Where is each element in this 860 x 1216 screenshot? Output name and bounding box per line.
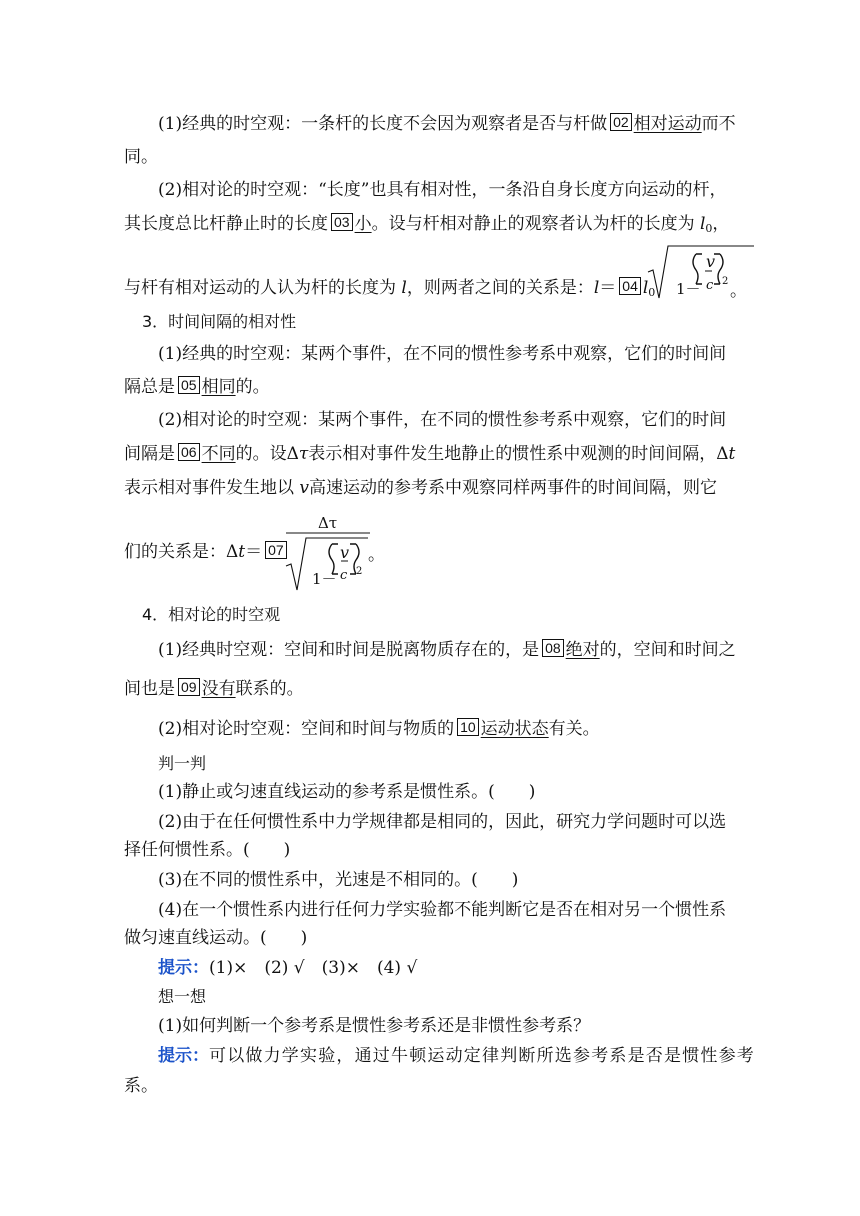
judge-q3: (3)在不同的惯性系中，光速是不相同的。( )	[158, 870, 519, 890]
answer-text: 没有	[201, 679, 236, 699]
text: 隔总是	[124, 377, 175, 397]
relativistic-time-line3	[124, 476, 717, 500]
subscript: 0	[648, 286, 656, 299]
formula-c: c	[340, 568, 348, 583]
formula-one-minus: 1－	[676, 280, 701, 298]
text: 与杆有相对运动的人认为杆的长度为	[124, 278, 402, 298]
judge-hint	[158, 956, 417, 980]
subscript: 0	[705, 222, 713, 235]
symbol: τ	[298, 444, 309, 464]
think-q1: (1)如何判断一个参考系是惯性参考系还是非惯性参考系？	[158, 1016, 591, 1036]
symbol: l	[593, 278, 600, 298]
text: 有关。	[548, 719, 600, 739]
relativistic-time-line2	[124, 442, 735, 466]
answer-number-badge: 03	[331, 213, 353, 231]
relativistic-spacetime-line	[158, 717, 600, 741]
symbol: l	[642, 278, 649, 298]
answer-text: 不同	[201, 444, 236, 464]
hint-label: 提示：	[158, 1046, 209, 1066]
symbol: v	[299, 478, 310, 498]
judge-q2-line2: 择任何惯性系。( )	[124, 840, 291, 860]
text: 的，空间和时间之	[599, 640, 736, 660]
text: 表示相对事件发生地以	[124, 478, 300, 498]
answer-number-badge: 06	[178, 443, 200, 461]
text: 而不	[701, 114, 736, 134]
answer-number-badge: 08	[542, 639, 564, 657]
text: 间也是	[124, 679, 175, 699]
relativistic-length-line1	[158, 178, 726, 202]
hint-label: 提示：	[158, 958, 209, 978]
text: (1)经典的时空观：一条杆的长度不会因为观察者是否与杆做	[158, 114, 608, 134]
answer-number-badge: 02	[610, 113, 632, 131]
symbol: t	[238, 542, 246, 562]
judge-q1: (1)静止或匀速直线运动的参考系是惯性系。( )	[158, 782, 536, 802]
text: 同。	[124, 147, 158, 167]
classical-time-line1	[158, 342, 726, 366]
answer-number-badge: 10	[457, 718, 479, 736]
think-hint-line2: 系。	[124, 1076, 158, 1096]
think-hint-line1	[158, 1044, 755, 1068]
hint-text: 可以做力学实验，通过牛顿运动定律判断所选参考系是否是惯性参考	[209, 1046, 755, 1066]
text: ＝	[245, 542, 263, 562]
formula-end: 。	[730, 281, 747, 301]
text: 表示相对事件发生地静止的惯性系中观测的时间间隔，Δ	[308, 444, 729, 464]
answer-text: 绝对	[565, 640, 600, 660]
text: 们的关系是：Δ	[124, 542, 239, 562]
answer-text: 相同	[201, 377, 236, 397]
formula-numerator: Δτ	[318, 514, 338, 532]
text: ，则两者之间的关系是：	[406, 278, 594, 298]
judge-heading: 判一判	[158, 754, 207, 773]
answer-text: 运动状态	[480, 719, 549, 739]
answer-number-badge: 07	[265, 541, 287, 559]
classical-length-line1	[158, 112, 736, 136]
answer-number-badge: 09	[178, 678, 200, 696]
symbol: l	[699, 214, 706, 234]
formula-end: 。	[368, 545, 385, 565]
judge-q4-line1: (4)在一个惯性系内进行任何力学实验都不能判断它是否在相对另一个惯性系	[158, 900, 727, 920]
answer-number-badge: 05	[178, 376, 200, 394]
classical-spacetime-line2	[124, 677, 304, 701]
formula-one-minus: 1－	[312, 570, 337, 588]
text: 的。设Δ	[235, 444, 299, 464]
text: (1)经典的时空观：某两个事件，在不同的惯性参考系中观察，它们的时间间	[158, 344, 727, 364]
formula-v: v	[706, 252, 716, 271]
formula-power: 2	[722, 276, 729, 287]
text: 联系的。	[235, 679, 304, 699]
judge-q4-line2: 做匀速直线运动。( )	[124, 928, 308, 948]
formula-c: c	[706, 278, 714, 293]
text: 间隔是	[124, 444, 175, 464]
text: (1)经典时空观：空间和时间是脱离物质存在的，是	[158, 640, 540, 660]
answer-text: 小	[354, 214, 372, 234]
text: 高速运动的参考系中观察同样两事件的时间间隔，则它	[309, 478, 718, 498]
formula-power: 2	[356, 566, 363, 577]
relativistic-time-line4	[124, 540, 289, 564]
text: ＝	[599, 278, 617, 298]
classical-spacetime-line1	[158, 638, 736, 662]
answer-number-badge: 04	[619, 277, 641, 295]
text: 。设与杆相对静止的观察者认为杆的长度为	[371, 214, 700, 234]
section-title-spacetime: 4．相对论的时空观	[142, 605, 281, 624]
judge-q2-line1: (2)由于在任何惯性系中力学规律都是相同的，因此，研究力学问题时可以选	[158, 812, 727, 832]
classical-time-line2	[124, 375, 270, 399]
think-heading: 想一想	[158, 987, 207, 1006]
symbol: t	[728, 444, 736, 464]
hint-text: (1)× (2) √ (3)× (4) √	[209, 958, 418, 978]
section-title-time-interval: 3．时间间隔的相对性	[142, 312, 297, 331]
formula-v: v	[340, 543, 350, 562]
text: (2)相对论时空观：空间和时间与物质的	[158, 719, 455, 739]
classical-length-line2	[124, 145, 158, 169]
answer-text: 相对运动	[633, 114, 702, 134]
relativistic-length-line2	[124, 212, 729, 241]
text: ，	[712, 214, 730, 234]
relativistic-length-line3	[124, 276, 655, 305]
relativistic-time-line1	[158, 408, 726, 432]
text: 的。	[235, 377, 270, 397]
text: 其长度总比杆静止时的长度	[124, 214, 328, 234]
text: (2)相对论的时空观：某两个事件，在不同的惯性参考系中观察，它们的时间	[158, 410, 727, 430]
text: (2)相对论的时空观：“长度”也具有相对性，一条沿自身长度方向运动的杆，	[158, 180, 727, 200]
symbol: l	[401, 278, 407, 298]
